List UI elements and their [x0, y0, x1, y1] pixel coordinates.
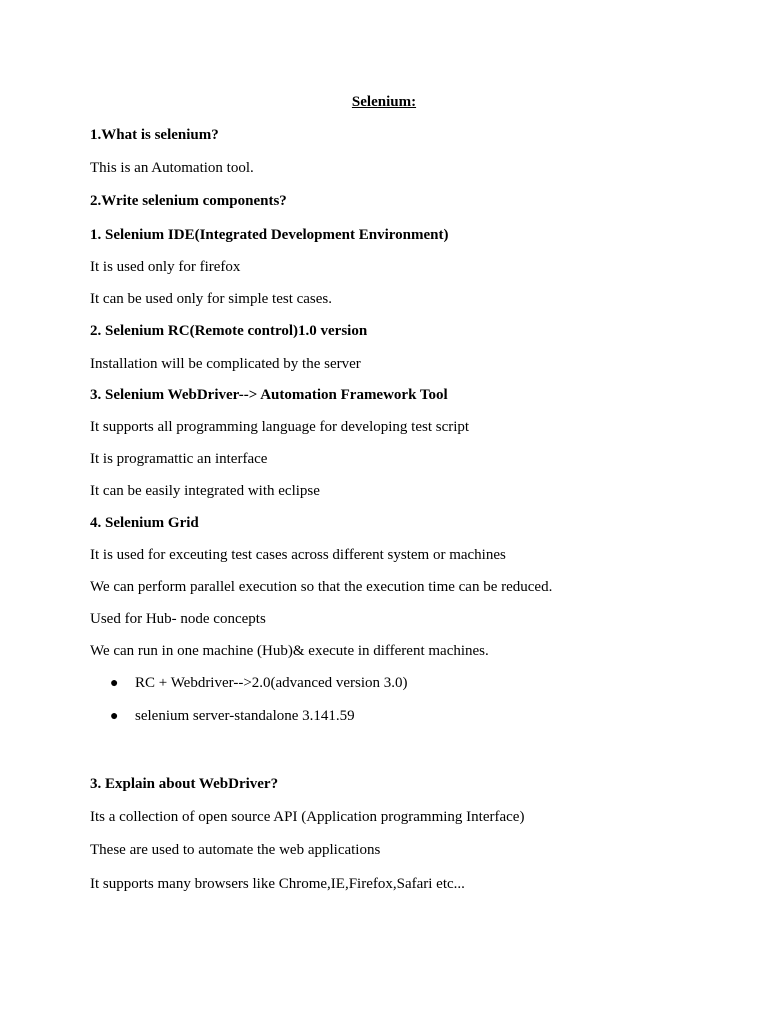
rc-line-1: Installation will be complicated by the server: [90, 356, 361, 372]
bullet-text: selenium server-standalone 3.141.59: [135, 708, 355, 724]
answer-3-line-2: These are used to automate the web applications: [90, 842, 381, 858]
grid-line-4: We can run in one machine (Hub)& execute in different machines.: [90, 643, 489, 659]
bullet-list-item: [110, 674, 408, 693]
webdriver-line-2: It is programattic an interface: [90, 451, 268, 467]
grid-line-1: It is used for exceuting test cases across different system or machines: [90, 547, 506, 563]
grid-heading: 4. Selenium Grid: [90, 515, 199, 531]
webdriver-line-1: It supports all programming language for developing test script: [90, 419, 470, 435]
document-title: Selenium:: [351, 94, 417, 110]
webdriver-heading: 3. Selenium WebDriver--> Automation Framework Tool: [90, 387, 448, 403]
webdriver-line-3: It can be easily integrated with eclipse: [90, 483, 320, 499]
question-2: 2.Write selenium components?: [90, 193, 287, 209]
question-3: 3. Explain about WebDriver?: [90, 776, 279, 792]
bullet-text: RC + Webdriver-->2.0(advanced version 3.0): [135, 675, 408, 691]
grid-line-2: We can perform parallel execution so that the execution time can be reduced.: [90, 579, 553, 595]
ide-heading: 1. Selenium IDE(Integrated Development Environment): [90, 227, 449, 243]
bullet-icon: ●: [110, 676, 119, 691]
question-1: 1.What is selenium?: [90, 127, 219, 143]
answer-3-line-1: Its a collection of open source API (Application programming Interface): [90, 809, 525, 825]
bullet-icon: ●: [110, 709, 119, 724]
rc-heading: 2. Selenium RC(Remote control)1.0 version: [90, 323, 368, 339]
bullet-list-item: [110, 707, 355, 726]
grid-line-3: Used for Hub- node concepts: [90, 611, 266, 627]
answer-1: This is an Automation tool.: [90, 160, 254, 176]
ide-line-2: It can be used only for simple test cases.: [90, 291, 333, 307]
ide-line-1: It is used only for firefox: [90, 259, 241, 275]
answer-3-line-3: It supports many browsers like Chrome,IE,Firefox,Safari etc...: [90, 876, 465, 892]
